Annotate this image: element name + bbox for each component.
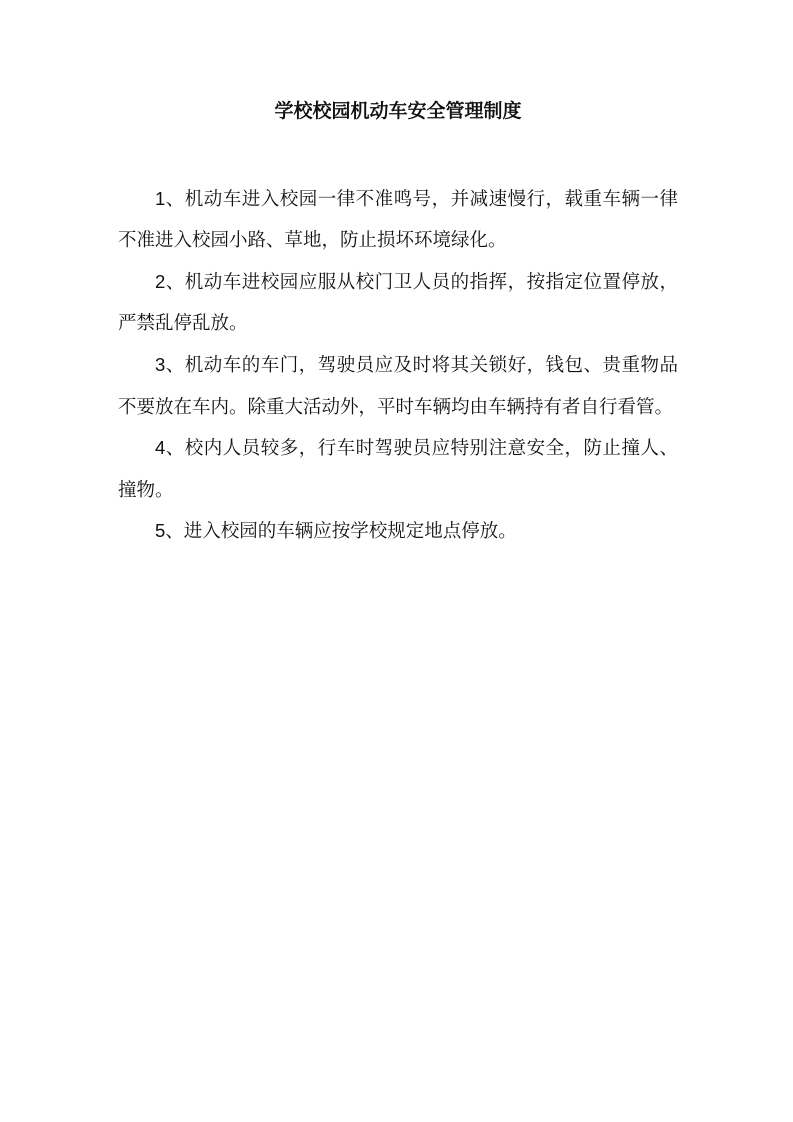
paragraph-rule-3: 3、机动车的车门，驾驶员应及时将其关锁好，钱包、贵重物品不要放在车内。除重大活动外，平时车辆均由车辆持有者自行看管。 bbox=[118, 353, 678, 417]
document-title: 学校校园机动车安全管理制度 bbox=[274, 101, 522, 122]
paragraph-rule-5: 5、进入校园的车辆应按学校规定地点停放。 bbox=[155, 520, 517, 542]
paragraph-rule-1: 1、机动车进入校园一律不准鸣号，并减速慢行，载重车辆一律不准进入校园小路、草地，防止损坏环境绿化。 bbox=[118, 187, 678, 251]
paragraph-rule-4: 4、校内人员较多，行车时驾驶员应特别注意安全，防止撞人、撞物。 bbox=[118, 437, 678, 500]
paragraph-rule-2: 2、机动车进校园应服从校门卫人员的指挥，按指定位置停放，严禁乱停乱放。 bbox=[118, 270, 678, 334]
